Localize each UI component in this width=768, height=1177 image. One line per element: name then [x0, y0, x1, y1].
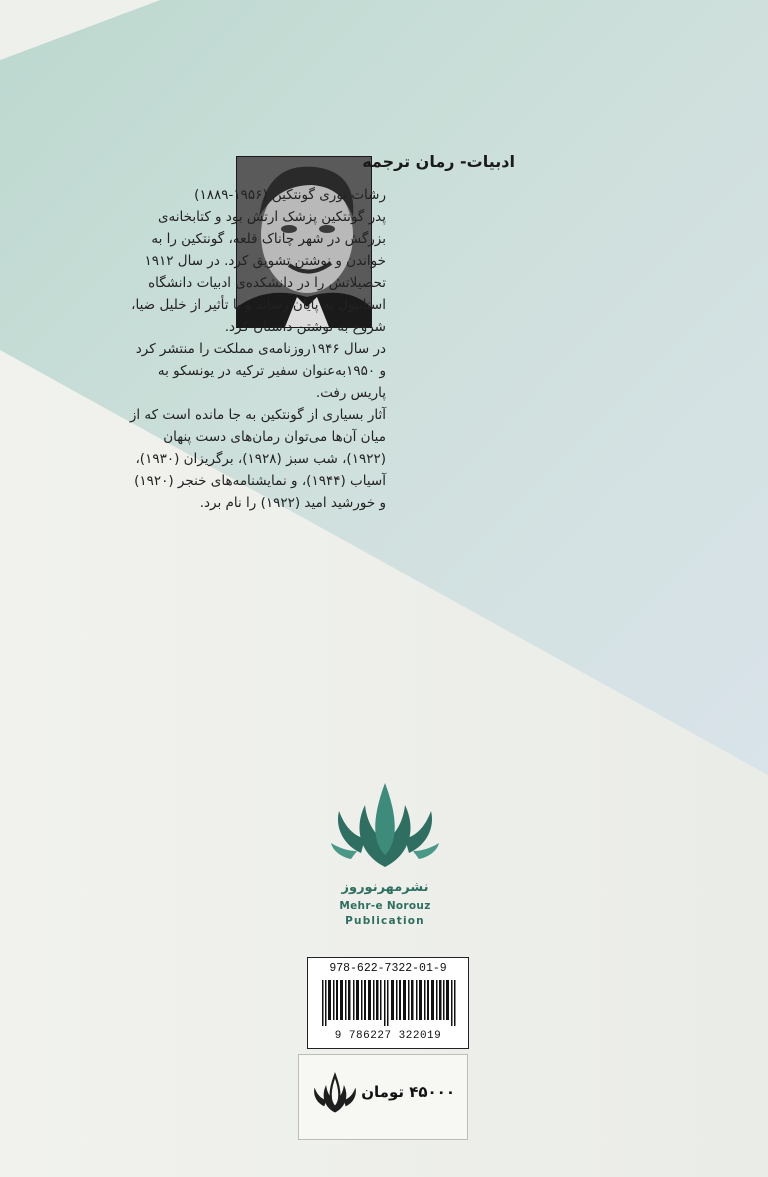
bio-line: پدر گونتکین پزشک ارتش بود و کتابخانه‌ی	[157, 209, 386, 225]
bio-line: در سال ۱۹۴۶روزنامه‌ی مملکت را منتشر کرد	[135, 341, 386, 357]
bio-line: میان آن‌ها می‌توان رمان‌های دست پنهان	[163, 429, 386, 445]
price-label: ۴۵۰۰۰ تومان	[361, 1083, 455, 1101]
bio-line: آثار بسیاری از گونتکین به جا مانده است که از	[129, 407, 386, 423]
bio-line: رشات نوری گونتکین (۱۹۵۶-۱۸۸۹)	[194, 187, 386, 203]
bio-line: (۱۹۲۲)، شب سبز (۱۹۲۸)، برگریزان (۱۹۳۰)،	[135, 451, 386, 467]
bio-line: پاریس رفت.	[315, 385, 386, 401]
lotus-flame-icon	[311, 1068, 359, 1118]
bio-line: تحصیلاتش را در دانشکده‌ی ادبیات دانشگاه	[148, 275, 386, 291]
bio-line: شروع به نوشتن داستان کرد.	[224, 319, 386, 335]
publisher-name-en: Mehr-e Norouz	[339, 900, 431, 912]
publisher-name-fa: نشرمهرنوروز	[341, 880, 429, 895]
isbn-barcode	[307, 957, 469, 1049]
publisher-name-en-subtitle: Publication	[345, 915, 425, 927]
book-category: ادبیات- رمان ترجمه	[362, 152, 515, 171]
price-sticker	[298, 1054, 468, 1140]
bio-line: و ۱۹۵۰به‌عنوان سفیر ترکیه در یونسکو به	[157, 363, 386, 379]
bio-line: و خورشید امید (۱۹۲۲) را نام برد.	[199, 495, 386, 511]
lotus-flame-icon	[331, 775, 439, 871]
barcode-bars	[322, 980, 456, 1026]
bio-line: بزرگش در شهر چاناک قلعه، گونتکین را به	[151, 231, 386, 247]
isbn-number: 978-622-7322-01-9	[329, 962, 447, 975]
isbn-digits: 9 786227 322019	[334, 1030, 442, 1042]
bio-line: استانبول به پایان رساند و با تأثیر از خلیل ضیا،	[131, 297, 386, 313]
bio-line: آسیاب (۱۹۴۴)، و نمایشنامه‌های خنجر (۱۹۲۰)	[134, 473, 386, 489]
bio-line: خواندن و نوشتن تشویق کرد. در سال ۱۹۱۲	[144, 253, 386, 269]
